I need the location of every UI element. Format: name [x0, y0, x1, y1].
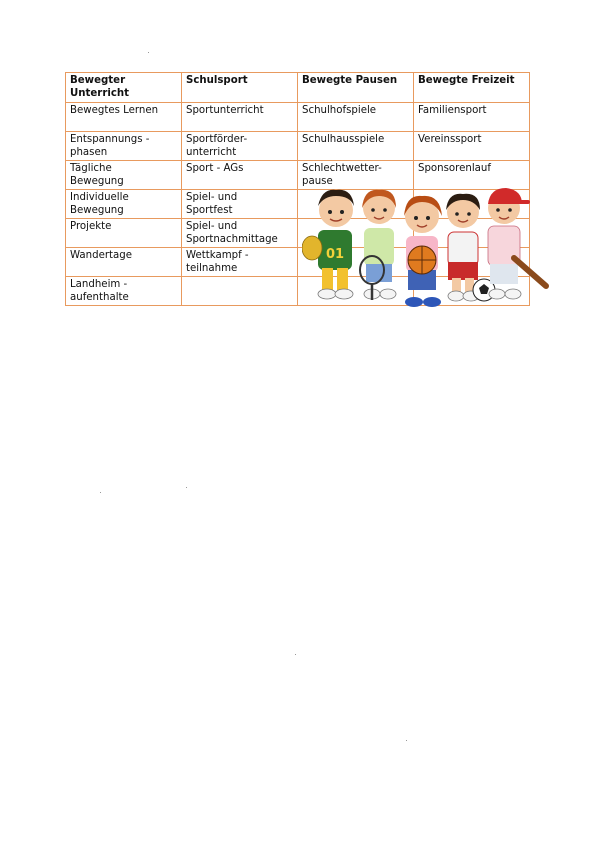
scan-speck — [406, 740, 407, 741]
scan-speck — [100, 492, 101, 493]
table-row — [66, 103, 530, 132]
scan-speck — [148, 52, 149, 53]
table-cell: Schulhofspiele — [298, 103, 414, 132]
table-cell: Spiel- und Sportfest — [182, 190, 298, 219]
table-cell: Bewegtes Lernen — [66, 103, 182, 132]
kid-baseball-icon — [488, 188, 546, 299]
header-bewegte-pausen: Bewegte Pausen — [298, 73, 414, 103]
table-header-row — [66, 73, 530, 103]
table-cell: Sportförder- unterricht — [182, 132, 298, 161]
children-sports-illustration — [302, 182, 550, 314]
table-cell: Wandertage — [66, 248, 182, 277]
scan-speck — [295, 654, 296, 655]
table-cell: Schlechtwetter- pause — [298, 161, 414, 190]
table-cell — [182, 277, 298, 306]
table-cell: Sportunterricht — [182, 103, 298, 132]
header-bewegte-freizeit: Bewegte Freizeit — [414, 73, 530, 103]
header-schulsport: Schulsport — [182, 73, 298, 103]
table-row — [66, 132, 530, 161]
kid-basketball-icon — [404, 196, 442, 307]
table-cell: Familiensport — [414, 103, 530, 132]
table-cell: Entspannungs - phasen — [66, 132, 182, 161]
table-cell: Wettkampf - teilnahme — [182, 248, 298, 277]
table-cell: Individuelle Bewegung — [66, 190, 182, 219]
kid-football-icon — [302, 190, 354, 299]
table-cell: Sponsorenlauf — [414, 161, 530, 190]
table-cell: Tägliche Bewegung — [66, 161, 182, 190]
scan-speck — [186, 487, 187, 488]
header-bewegter-unterricht: Bewegter Unterricht — [66, 73, 182, 103]
table-cell: Landheim - aufenthalte — [66, 277, 182, 306]
table-cell: Spiel- und Sportnachmittage — [182, 219, 298, 248]
table-cell: Sport - AGs — [182, 161, 298, 190]
jersey-number: 01 — [326, 247, 345, 262]
table-cell: Vereinssport — [414, 132, 530, 161]
kid-tennis-icon — [360, 190, 396, 300]
table-cell: Schulhausspiele — [298, 132, 414, 161]
table-cell: Projekte — [66, 219, 182, 248]
